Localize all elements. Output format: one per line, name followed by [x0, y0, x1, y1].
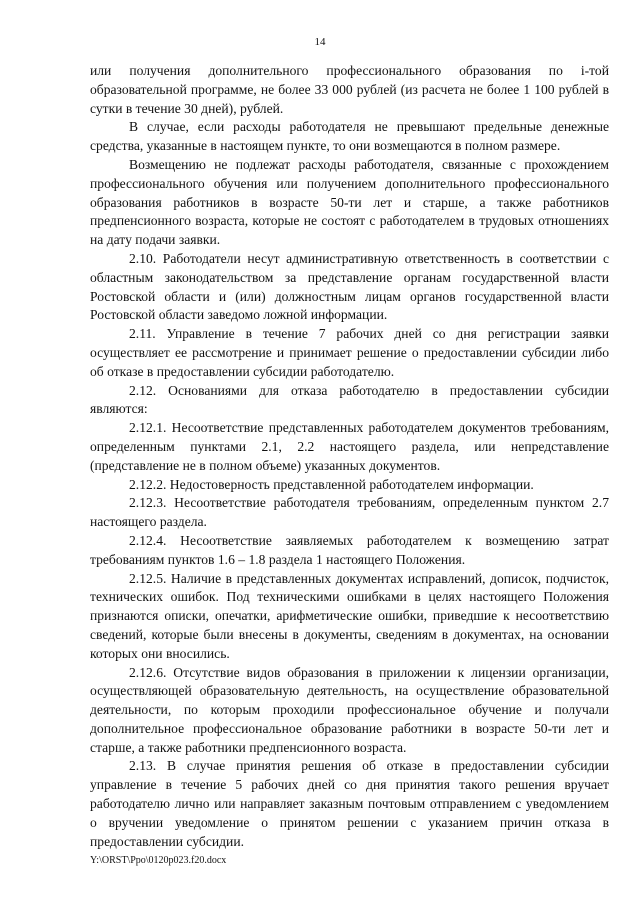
- paragraph-2-12-6: 2.12.6. Отсутствие видов образования в приложении к лицензии организации, осуществляющей образовательную деятельность, на осуществление образовательной деятельности, по которым проходили профессиональное обучение и получали дополнительное профессиональное образование работники в возрасте 50-ти лет и старше, а также работники предпенсионного возраста.: [90, 664, 609, 755]
- footer-file-path: Y:\ORST\Ppo\0120p023.f20.docx: [90, 855, 227, 866]
- paragraph-continuation: или получения дополнительного профессионального образования по i-той образовательной программе, не более 33 000 рублей (из расчета не более 1 100 рублей в сутки в течение 30 дней), рублей.: [90, 63, 609, 116]
- document-body: [90, 62, 609, 851]
- paragraph-2-12-3: 2.12.3. Несоответствие работодателя требованиям, определенным пунктом 2.7 настоящего раздела.: [90, 495, 609, 530]
- paragraph-2-12-4: 2.12.4. Несоответствие заявляемых работодателем к возмещению затрат требованиям пунктов 1.6 – 1.8 раздела 1 настоящего Положения.: [90, 532, 609, 567]
- page-number: 14: [314, 36, 326, 48]
- paragraph-limit-note: В случае, если расходы работодателя не превышают предельные денежные средства, указанные в настоящем пункте, то они возмещаются в полном размере.: [90, 119, 609, 154]
- paragraph-2-12-5: 2.12.5. Наличие в представленных документах исправлений, дописок, подчисток, технических ошибок. Под техническими ошибками в целях настоящего Положения признаются описки, опечатки, арифметические ошибки, приведшие к несоответствию сведений, которые были внесены в документы, сведениям в документах, на основании которых они вносились.: [90, 570, 609, 661]
- paragraph-2-12-1: 2.12.1. Несоответствие представленных работодателем документов требованиям, определенным пунктами 2.1, 2.2 настоящего раздела, или непредставление (представление не в полном объеме) указанных документов.: [90, 420, 609, 473]
- paragraph-2-10: 2.10. Работодатели несут административную ответственность в соответствии с областным законодательством за представление органам государственной власти Ростовской области и (или) должностным лицам органов государственной власти Ростовской области заведомо ложной информации.: [90, 250, 609, 323]
- paragraph-2-13: 2.13. В случае принятия решения об отказе в предоставлении субсидии управление в течение 5 рабочих дней со дня принятия такого решения вручает работодателю лично или направляет заказным почтовым отправлением с уведомлением о вручении уведомление о принятом решении с указанием причин отказа в предоставлении субсидии.: [90, 758, 609, 849]
- paragraph-2-12: 2.12. Основаниями для отказа работодателю в предоставлении субсидии являются:: [90, 382, 609, 417]
- paragraph-2-11: 2.11. Управление в течение 7 рабочих дней со дня регистрации заявки осуществляет ее рассмотрение и принимает решение о предоставлении субсидии либо об отказе в предоставлении субсидии работодателю.: [90, 326, 609, 379]
- paragraph-2-12-2: 2.12.2. Недостоверность представленной работодателем информации.: [129, 476, 534, 492]
- paragraph-no-reimbursement: Возмещению не подлежат расходы работодателя, связанные с прохождением профессионального обучения или получением дополнительного профессионального образования работников в возрасте 50-ти лет и старше, а также работников предпенсионного возраста, которые не состоят с работодателем в трудовых отношениях на дату подачи заявки.: [90, 156, 609, 248]
